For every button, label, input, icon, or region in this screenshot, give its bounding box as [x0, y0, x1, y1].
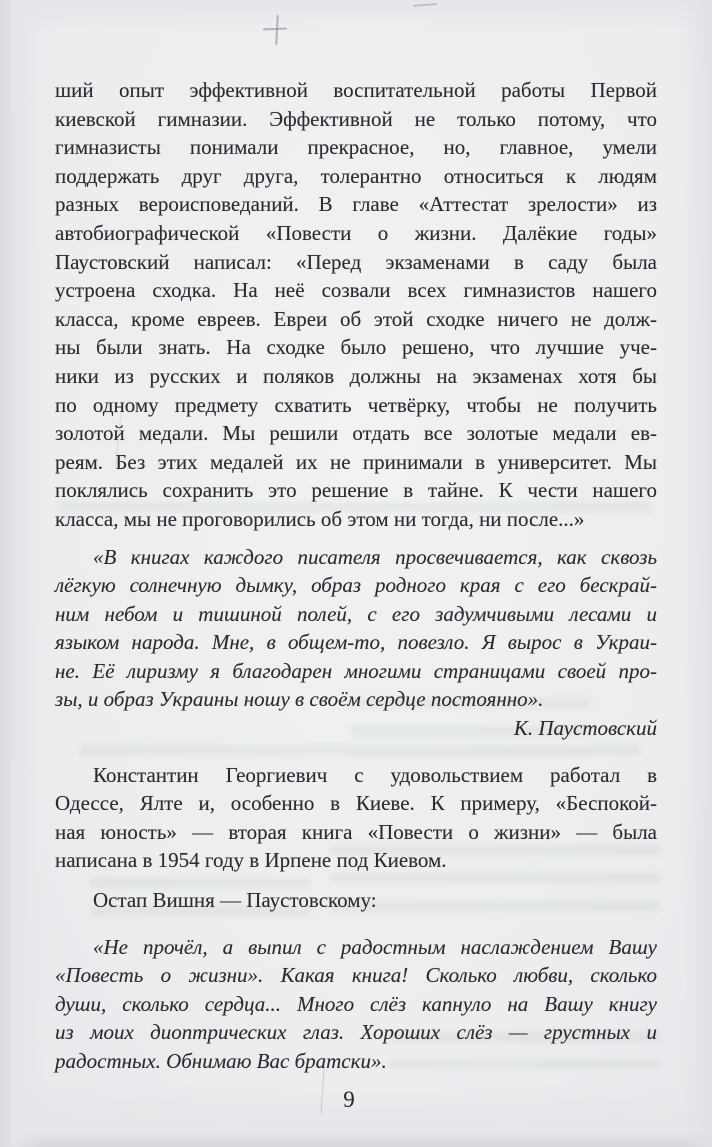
text-line: написана в 1954 году в Ирпене под Киевом. [55, 848, 447, 873]
quote-ostap-vishnya [55, 933, 657, 1076]
text-line: поклялись сохранить это решение в тайне. К чести нашего [55, 478, 657, 503]
text-line: «В книгах каждого писателя просвечивается, как сквозь [93, 544, 657, 569]
text-line: автобиографической «Повести о жизни. Далёкие годы» [55, 220, 657, 245]
text-line: класса, мы не проговорились об этом ни тогда, ни после...» [55, 506, 585, 531]
text-line: по одному предмету схватить четвёрку, чтобы не получить [55, 392, 657, 417]
text-line: ним небом и тишиной полей, с его задумчивыми лесами и [55, 601, 657, 626]
body-paragraph-2 [55, 761, 657, 875]
text-line: души, сколько сердца... Много слёз капнуло на Вашу книгу [55, 991, 657, 1016]
text-line: радостных. Обнимаю Вас братски». [55, 1049, 387, 1073]
body-paragraph-1 [55, 76, 657, 534]
body-paragraph-3 [55, 886, 657, 915]
text-line: из моих диоптрических глаз. Хороших слёз — грустных и [55, 1020, 657, 1045]
quote-paustovsky [55, 543, 657, 715]
text-line: Паустовский написал: «Перед экзаменами в саду была [55, 249, 657, 274]
text-line: «Повесть о жизни». Какая книга! Сколько любви, сколько [55, 963, 657, 988]
text-line: ная юность» — вторая книга «Повести о жизни» — была [55, 819, 657, 844]
text-line: лёгкую солнечную дымку, образ родного края с его бескрай- [55, 573, 657, 598]
text-line: поддержать друг друга, толерантно относиться к людям [55, 163, 657, 188]
text-line: устроена сходка. На неё созвали всех гимназистов нашего [55, 278, 657, 303]
page-text-block [55, 76, 657, 1076]
text-line: языком народа. Мне, в общем-то, повезло. Я вырос в Украи- [55, 630, 657, 655]
pencil-dash-mark [413, 3, 437, 7]
text-line: разных вероисповеданий. В главе «Аттестат зрелости» из [55, 192, 657, 217]
text-line: золотой медали. Мы решили отдать все золотые медали ев- [55, 421, 657, 446]
text-line: класса, кроме евреев. Евреи об этой сходке ничего не долж- [55, 306, 657, 331]
text-line: зы, и образ Украины ношу в своём сердце постоянно». [55, 687, 544, 712]
text-line: киевской гимназии. Эффективной не только потому, что [55, 106, 657, 131]
text-line: Одессе, Ялте и, особенно в Киеве. К примеру, «Беспокой- [55, 791, 657, 816]
text-line: реям. Без этих медалей их не принимали в университет. Мы [55, 449, 657, 474]
text-line: ны были знать. На сходке было решено, что лучшие уче- [55, 335, 657, 360]
pencil-cross-mark [263, 28, 287, 31]
text-line: «Не прочёл, а выпил с радостным наслаждением Вашу [93, 934, 657, 959]
text-line: не. Её лиризму я благодарен многими страницами своей про- [55, 658, 657, 683]
pencil-cross-mark [275, 15, 279, 45]
text-line: Константин Георгиевич с удовольствием работал в [93, 762, 657, 787]
text-line: Остап Вишня — Паустовскому: [93, 888, 377, 913]
text-line: гимназисты понимали прекрасное, но, главное, умели [55, 135, 657, 160]
text-line: ший опыт эффективной воспитательной работы Первой [55, 78, 657, 102]
text-line: ники из русских и поляков должны на экзаменах хотя бы [55, 363, 657, 388]
quote-attribution: К. Паустовский [513, 716, 657, 741]
page-number: 9 [343, 1087, 355, 1112]
